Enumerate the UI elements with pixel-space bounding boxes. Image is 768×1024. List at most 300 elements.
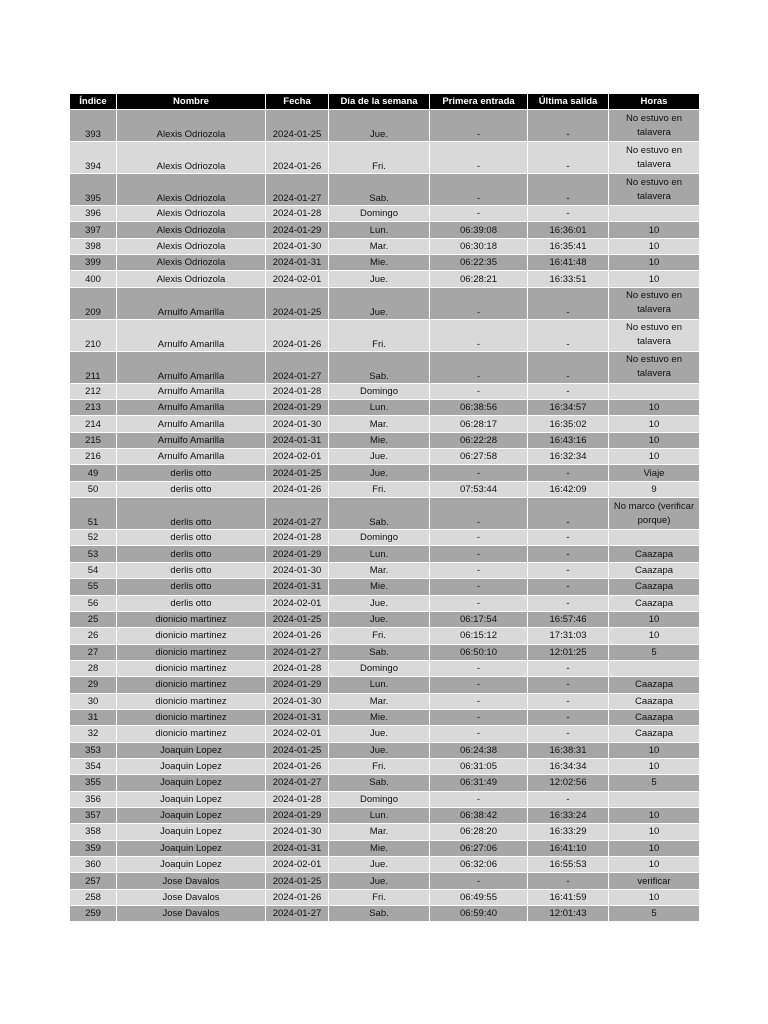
cell-nombre: derlis otto [117, 498, 266, 530]
cell-dia: Jue. [329, 742, 430, 758]
cell-fecha: 2024-01-31 [266, 840, 329, 856]
cell-horas: 10 [609, 255, 700, 271]
cell-primera-entrada: - [430, 174, 528, 206]
cell-dia: Jue. [329, 595, 430, 611]
cell-horas: 10 [609, 840, 700, 856]
cell-fecha: 2024-01-27 [266, 351, 329, 383]
table-row [70, 611, 700, 627]
cell-primera-entrada: 06:22:35 [430, 255, 528, 271]
header-fecha: Fecha [266, 94, 329, 110]
cell-dia: Mie. [329, 709, 430, 725]
cell-dia: Jue. [329, 465, 430, 481]
cell-nombre: dionicio martinez [117, 726, 266, 742]
cell-indice: 215 [70, 432, 117, 448]
cell-nombre: Joaquin Lopez [117, 857, 266, 873]
cell-dia: Jue. [329, 611, 430, 627]
cell-dia: Mie. [329, 432, 430, 448]
cell-dia: Domingo [329, 206, 430, 222]
cell-nombre: Joaquin Lopez [117, 742, 266, 758]
table-row [70, 660, 700, 676]
cell-dia: Mar. [329, 416, 430, 432]
cell-nombre: dionicio martinez [117, 628, 266, 644]
cell-ultima-salida: 16:43:16 [528, 432, 609, 448]
cell-primera-entrada: 06:38:42 [430, 807, 528, 823]
cell-horas: 10 [609, 416, 700, 432]
cell-horas: Caazapa [609, 709, 700, 725]
cell-ultima-salida: 16:38:31 [528, 742, 609, 758]
table-row [70, 432, 700, 448]
cell-primera-entrada: - [430, 595, 528, 611]
cell-primera-entrada: - [430, 530, 528, 546]
cell-nombre: Alexis Odriozola [117, 110, 266, 142]
cell-indice: 257 [70, 873, 117, 889]
header-nombre: Nombre [117, 94, 266, 110]
table-row [70, 644, 700, 660]
cell-primera-entrada: 06:28:20 [430, 824, 528, 840]
cell-dia: Sab. [329, 351, 430, 383]
cell-ultima-salida: 16:34:34 [528, 758, 609, 774]
cell-nombre: Joaquin Lopez [117, 840, 266, 856]
cell-ultima-salida: - [528, 693, 609, 709]
cell-indice: 50 [70, 481, 117, 497]
cell-horas [609, 791, 700, 807]
cell-fecha: 2024-01-28 [266, 791, 329, 807]
cell-primera-entrada: - [430, 383, 528, 399]
cell-nombre: Arnulfo Amarilla [117, 383, 266, 399]
cell-horas: Caazapa [609, 546, 700, 562]
cell-dia: Lun. [329, 677, 430, 693]
cell-fecha: 2024-01-31 [266, 255, 329, 271]
cell-primera-entrada: - [430, 546, 528, 562]
cell-horas: verificar [609, 873, 700, 889]
cell-nombre: Joaquin Lopez [117, 807, 266, 823]
header-horas: Horas [609, 94, 700, 110]
cell-nombre: Alexis Odriozola [117, 174, 266, 206]
cell-fecha: 2024-02-01 [266, 857, 329, 873]
cell-indice: 210 [70, 319, 117, 351]
cell-primera-entrada: - [430, 677, 528, 693]
cell-nombre: dionicio martinez [117, 677, 266, 693]
cell-fecha: 2024-01-25 [266, 110, 329, 142]
cell-indice: 399 [70, 255, 117, 271]
cell-dia: Domingo [329, 791, 430, 807]
cell-ultima-salida: - [528, 530, 609, 546]
table-row [70, 824, 700, 840]
cell-indice: 213 [70, 400, 117, 416]
cell-fecha: 2024-01-27 [266, 174, 329, 206]
cell-primera-entrada: - [430, 791, 528, 807]
cell-dia: Mar. [329, 693, 430, 709]
cell-ultima-salida: 16:42:09 [528, 481, 609, 497]
cell-nombre: derlis otto [117, 595, 266, 611]
table-row [70, 889, 700, 905]
cell-primera-entrada: - [430, 660, 528, 676]
cell-dia: Domingo [329, 660, 430, 676]
cell-indice: 28 [70, 660, 117, 676]
cell-primera-entrada: - [430, 693, 528, 709]
cell-fecha: 2024-01-26 [266, 758, 329, 774]
cell-indice: 55 [70, 579, 117, 595]
table-row [70, 807, 700, 823]
cell-dia: Fri. [329, 889, 430, 905]
cell-fecha: 2024-01-29 [266, 807, 329, 823]
cell-horas: No estuvo en talavera [609, 110, 700, 142]
table-row [70, 562, 700, 578]
cell-ultima-salida: 16:34:57 [528, 400, 609, 416]
cell-dia: Lun. [329, 807, 430, 823]
table-row [70, 857, 700, 873]
cell-dia: Jue. [329, 110, 430, 142]
cell-primera-entrada: - [430, 579, 528, 595]
cell-nombre: Jose Davalos [117, 889, 266, 905]
cell-indice: 400 [70, 271, 117, 287]
cell-horas: 10 [609, 824, 700, 840]
table-row [70, 742, 700, 758]
cell-nombre: Arnulfo Amarilla [117, 449, 266, 465]
table-row [70, 238, 700, 254]
table-row [70, 110, 700, 142]
cell-ultima-salida: 12:01:43 [528, 906, 609, 922]
table-row [70, 579, 700, 595]
cell-fecha: 2024-01-28 [266, 530, 329, 546]
cell-fecha: 2024-01-25 [266, 287, 329, 319]
cell-primera-entrada: 06:49:55 [430, 889, 528, 905]
cell-nombre: Jose Davalos [117, 906, 266, 922]
cell-indice: 358 [70, 824, 117, 840]
cell-ultima-salida: - [528, 319, 609, 351]
cell-dia: Mar. [329, 238, 430, 254]
table-row [70, 726, 700, 742]
cell-horas: 10 [609, 628, 700, 644]
cell-indice: 49 [70, 465, 117, 481]
cell-ultima-salida: - [528, 287, 609, 319]
attendance-table [69, 93, 700, 922]
cell-indice: 27 [70, 644, 117, 660]
cell-indice: 56 [70, 595, 117, 611]
cell-nombre: Arnulfo Amarilla [117, 319, 266, 351]
cell-nombre: Alexis Odriozola [117, 206, 266, 222]
cell-dia: Sab. [329, 644, 430, 660]
cell-nombre: dionicio martinez [117, 611, 266, 627]
cell-indice: 30 [70, 693, 117, 709]
cell-nombre: dionicio martinez [117, 660, 266, 676]
cell-dia: Mar. [329, 562, 430, 578]
cell-dia: Mie. [329, 840, 430, 856]
cell-nombre: dionicio martinez [117, 693, 266, 709]
cell-nombre: Jose Davalos [117, 873, 266, 889]
cell-primera-entrada: 07:53:44 [430, 481, 528, 497]
table-row [70, 906, 700, 922]
cell-fecha: 2024-01-27 [266, 775, 329, 791]
cell-dia: Sab. [329, 498, 430, 530]
cell-fecha: 2024-01-28 [266, 206, 329, 222]
header-primera-entrada: Primera entrada [430, 94, 528, 110]
cell-ultima-salida: 16:41:10 [528, 840, 609, 856]
cell-nombre: derlis otto [117, 579, 266, 595]
cell-horas: Caazapa [609, 595, 700, 611]
cell-ultima-salida: 16:35:02 [528, 416, 609, 432]
cell-primera-entrada: 06:27:58 [430, 449, 528, 465]
cell-horas [609, 206, 700, 222]
header-dia: Día de la semana [329, 94, 430, 110]
table-row [70, 628, 700, 644]
table-row [70, 319, 700, 351]
cell-ultima-salida: - [528, 660, 609, 676]
cell-nombre: Alexis Odriozola [117, 271, 266, 287]
cell-fecha: 2024-01-31 [266, 709, 329, 725]
cell-horas: 10 [609, 238, 700, 254]
cell-fecha: 2024-01-26 [266, 142, 329, 174]
cell-indice: 25 [70, 611, 117, 627]
cell-horas: Caazapa [609, 693, 700, 709]
cell-indice: 395 [70, 174, 117, 206]
cell-nombre: derlis otto [117, 546, 266, 562]
cell-indice: 394 [70, 142, 117, 174]
table-row [70, 206, 700, 222]
cell-indice: 211 [70, 351, 117, 383]
cell-fecha: 2024-01-27 [266, 498, 329, 530]
table-row [70, 481, 700, 497]
header-indice: Índice [70, 94, 117, 110]
cell-fecha: 2024-01-29 [266, 546, 329, 562]
cell-indice: 259 [70, 906, 117, 922]
cell-dia: Sab. [329, 174, 430, 206]
cell-horas: 10 [609, 889, 700, 905]
cell-fecha: 2024-01-26 [266, 628, 329, 644]
cell-horas: Caazapa [609, 579, 700, 595]
cell-ultima-salida: - [528, 383, 609, 399]
cell-ultima-salida: 12:01:25 [528, 644, 609, 660]
cell-ultima-salida: - [528, 726, 609, 742]
cell-ultima-salida: - [528, 174, 609, 206]
table-row [70, 758, 700, 774]
cell-ultima-salida: 16:41:59 [528, 889, 609, 905]
cell-horas: 10 [609, 857, 700, 873]
cell-primera-entrada: 06:32:06 [430, 857, 528, 873]
cell-nombre: Arnulfo Amarilla [117, 416, 266, 432]
cell-dia: Domingo [329, 383, 430, 399]
cell-indice: 214 [70, 416, 117, 432]
cell-fecha: 2024-02-01 [266, 595, 329, 611]
cell-nombre: Joaquin Lopez [117, 758, 266, 774]
cell-horas: 10 [609, 400, 700, 416]
cell-indice: 216 [70, 449, 117, 465]
cell-ultima-salida: 16:33:51 [528, 271, 609, 287]
cell-indice: 398 [70, 238, 117, 254]
cell-fecha: 2024-01-25 [266, 611, 329, 627]
cell-horas [609, 660, 700, 676]
cell-primera-entrada: 06:24:38 [430, 742, 528, 758]
cell-primera-entrada: 06:27:06 [430, 840, 528, 856]
cell-ultima-salida: - [528, 595, 609, 611]
cell-indice: 397 [70, 222, 117, 238]
cell-horas: No estuvo en talavera [609, 142, 700, 174]
cell-dia: Fri. [329, 628, 430, 644]
table-row [70, 383, 700, 399]
cell-indice: 357 [70, 807, 117, 823]
cell-fecha: 2024-01-25 [266, 742, 329, 758]
cell-dia: Lun. [329, 546, 430, 562]
cell-fecha: 2024-01-25 [266, 465, 329, 481]
cell-horas: 9 [609, 481, 700, 497]
cell-dia: Lun. [329, 222, 430, 238]
cell-dia: Mie. [329, 255, 430, 271]
cell-primera-entrada: - [430, 319, 528, 351]
cell-primera-entrada: - [430, 287, 528, 319]
cell-nombre: dionicio martinez [117, 709, 266, 725]
table-row [70, 693, 700, 709]
cell-nombre: Arnulfo Amarilla [117, 287, 266, 319]
cell-horas: 10 [609, 449, 700, 465]
cell-fecha: 2024-02-01 [266, 726, 329, 742]
cell-fecha: 2024-01-31 [266, 432, 329, 448]
cell-indice: 31 [70, 709, 117, 725]
cell-nombre: Joaquin Lopez [117, 791, 266, 807]
cell-horas: Caazapa [609, 677, 700, 693]
cell-horas: 10 [609, 611, 700, 627]
cell-ultima-salida: 16:36:01 [528, 222, 609, 238]
cell-horas: 10 [609, 742, 700, 758]
cell-primera-entrada: 06:38:56 [430, 400, 528, 416]
cell-dia: Lun. [329, 400, 430, 416]
cell-indice: 26 [70, 628, 117, 644]
table-header-row [70, 94, 700, 110]
cell-fecha: 2024-01-31 [266, 579, 329, 595]
cell-indice: 353 [70, 742, 117, 758]
table-row [70, 546, 700, 562]
cell-indice: 359 [70, 840, 117, 856]
cell-indice: 209 [70, 287, 117, 319]
cell-dia: Domingo [329, 530, 430, 546]
cell-fecha: 2024-01-25 [266, 873, 329, 889]
cell-dia: Sab. [329, 775, 430, 791]
cell-primera-entrada: - [430, 465, 528, 481]
cell-indice: 212 [70, 383, 117, 399]
cell-indice: 29 [70, 677, 117, 693]
cell-ultima-salida: 16:35:41 [528, 238, 609, 254]
table-row [70, 465, 700, 481]
cell-fecha: 2024-01-29 [266, 677, 329, 693]
cell-primera-entrada: - [430, 498, 528, 530]
cell-nombre: Arnulfo Amarilla [117, 432, 266, 448]
cell-horas: 10 [609, 758, 700, 774]
cell-primera-entrada: 06:31:49 [430, 775, 528, 791]
cell-ultima-salida: - [528, 110, 609, 142]
cell-primera-entrada: - [430, 873, 528, 889]
cell-dia: Jue. [329, 857, 430, 873]
cell-horas: No estuvo en talavera [609, 174, 700, 206]
cell-ultima-salida: 16:57:46 [528, 611, 609, 627]
cell-nombre: Arnulfo Amarilla [117, 400, 266, 416]
cell-indice: 393 [70, 110, 117, 142]
cell-nombre: Joaquin Lopez [117, 775, 266, 791]
cell-dia: Jue. [329, 873, 430, 889]
cell-nombre: Alexis Odriozola [117, 222, 266, 238]
table-row [70, 595, 700, 611]
cell-ultima-salida: - [528, 142, 609, 174]
table-row [70, 142, 700, 174]
cell-ultima-salida: - [528, 677, 609, 693]
cell-indice: 396 [70, 206, 117, 222]
cell-fecha: 2024-01-29 [266, 222, 329, 238]
cell-fecha: 2024-01-27 [266, 906, 329, 922]
cell-indice: 32 [70, 726, 117, 742]
cell-nombre: Arnulfo Amarilla [117, 351, 266, 383]
table-row [70, 709, 700, 725]
table-row [70, 775, 700, 791]
cell-horas: 5 [609, 906, 700, 922]
cell-indice: 354 [70, 758, 117, 774]
cell-nombre: dionicio martinez [117, 644, 266, 660]
table-row [70, 873, 700, 889]
cell-indice: 51 [70, 498, 117, 530]
table-row [70, 677, 700, 693]
cell-ultima-salida: 16:55:53 [528, 857, 609, 873]
cell-ultima-salida: 16:32:34 [528, 449, 609, 465]
table-row [70, 530, 700, 546]
cell-primera-entrada: 06:50:10 [430, 644, 528, 660]
cell-dia: Jue. [329, 449, 430, 465]
cell-horas: No marco (verificar porque) [609, 498, 700, 530]
cell-horas: No estuvo en talavera [609, 351, 700, 383]
cell-horas: No estuvo en talavera [609, 319, 700, 351]
table-row [70, 498, 700, 530]
cell-nombre: Alexis Odriozola [117, 142, 266, 174]
cell-primera-entrada: - [430, 206, 528, 222]
cell-horas: 5 [609, 644, 700, 660]
cell-fecha: 2024-01-28 [266, 383, 329, 399]
cell-primera-entrada: - [430, 726, 528, 742]
cell-dia: Jue. [329, 726, 430, 742]
cell-indice: 356 [70, 791, 117, 807]
table-row [70, 255, 700, 271]
cell-horas: Viaje [609, 465, 700, 481]
cell-fecha: 2024-01-30 [266, 824, 329, 840]
cell-horas: 10 [609, 432, 700, 448]
cell-ultima-salida: - [528, 465, 609, 481]
cell-fecha: 2024-01-30 [266, 693, 329, 709]
cell-ultima-salida: 16:33:29 [528, 824, 609, 840]
cell-ultima-salida: - [528, 709, 609, 725]
cell-ultima-salida: - [528, 206, 609, 222]
cell-dia: Fri. [329, 142, 430, 174]
cell-horas: 5 [609, 775, 700, 791]
table-row [70, 287, 700, 319]
table-row [70, 791, 700, 807]
cell-nombre: derlis otto [117, 530, 266, 546]
cell-indice: 53 [70, 546, 117, 562]
cell-indice: 52 [70, 530, 117, 546]
cell-ultima-salida: - [528, 562, 609, 578]
table-row [70, 222, 700, 238]
cell-horas: 10 [609, 271, 700, 287]
cell-ultima-salida: - [528, 873, 609, 889]
cell-primera-entrada: 06:39:08 [430, 222, 528, 238]
cell-indice: 355 [70, 775, 117, 791]
cell-indice: 360 [70, 857, 117, 873]
cell-fecha: 2024-01-26 [266, 481, 329, 497]
cell-horas: 10 [609, 222, 700, 238]
cell-primera-entrada: - [430, 562, 528, 578]
cell-dia: Fri. [329, 481, 430, 497]
cell-dia: Fri. [329, 319, 430, 351]
cell-primera-entrada: - [430, 110, 528, 142]
cell-primera-entrada: 06:59:40 [430, 906, 528, 922]
cell-nombre: Alexis Odriozola [117, 238, 266, 254]
header-ultima-salida: Última salida [528, 94, 609, 110]
cell-fecha: 2024-02-01 [266, 271, 329, 287]
table-row [70, 416, 700, 432]
